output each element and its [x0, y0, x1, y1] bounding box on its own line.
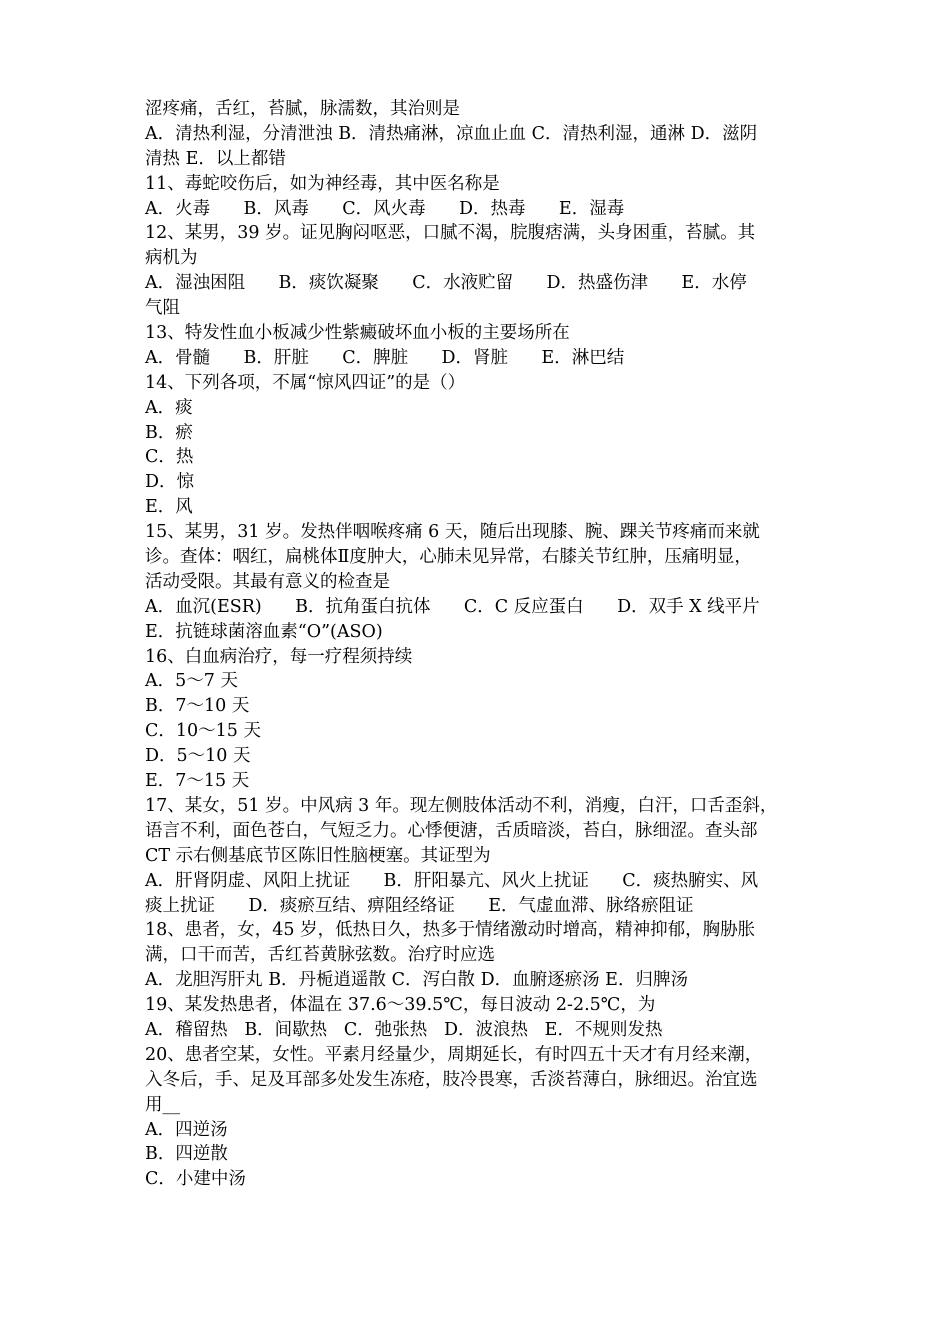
- text-line: 19、某发热患者，体温在 37.6～39.5℃，每日波动 2-2.5℃，为: [145, 995, 656, 1016]
- text-line: C．10～15 天: [145, 721, 261, 742]
- text-line: 气阻: [145, 298, 180, 319]
- text-line: A．痰: [145, 397, 193, 418]
- text-line: E．7～15 天: [145, 771, 250, 792]
- text-line: 痰上扰证 D．痰瘀互结、痹阻经络证 E．气虚血滞、脉络瘀阻证: [145, 895, 694, 916]
- text-line: A．火毒 B．风毒 C．风火毒 D．热毒 E．湿毒: [145, 198, 625, 219]
- text-line: A．湿浊困阻 B．痰饮凝聚 C．水液贮留 D．热盛伤津 E．水停: [145, 273, 747, 294]
- text-line: C．小建中汤: [145, 1169, 246, 1190]
- text-line: 清热 E．以上都错: [145, 148, 286, 169]
- document-page: [145, 97, 825, 1192]
- text-line: B．7～10 天: [145, 696, 250, 717]
- text-line: C．热: [145, 447, 194, 468]
- text-line: 病机为: [145, 248, 198, 269]
- text-line: A．清热利湿，分清泄浊 B．清热痛淋，凉血止血 C．清热利湿，通淋 D．滋阴: [145, 123, 758, 144]
- text-line: D．5～10 天: [145, 746, 251, 767]
- text-line: 满，口干而苦，舌红苔黄脉弦数。治疗时应选: [145, 945, 495, 966]
- text-line: 诊。查体：咽红，扁桃体Ⅱ度肿大，心肺未见异常，右膝关节红肿，压痛明显，: [145, 547, 752, 568]
- text-line: E．风: [145, 497, 193, 518]
- text-line: 11、毒蛇咬伤后，如为神经毒，其中医名称是: [145, 173, 500, 194]
- text-line: 16、白血病治疗，每一疗程须持续: [145, 646, 413, 667]
- text-line: A．龙胆泻肝丸 B．丹栀逍遥散 C．泻白散 D．血腑逐瘀汤 E．归脾汤: [145, 970, 688, 991]
- text-line: 用__: [145, 1094, 180, 1115]
- text-line: B．四逆散: [145, 1144, 228, 1165]
- text-line: 17、某女，51 岁。中风病 3 年。现左侧肢体活动不利，消瘦，白汗，口舌歪斜，: [145, 795, 778, 816]
- text-line: D．惊: [145, 472, 195, 493]
- text-line: 15、某男，31 岁。发热伴咽喉疼痛 6 天，随后出现膝、腕、踝关节疼痛而来就: [145, 522, 760, 543]
- text-line: 涩疼痛，舌红，苔腻，脉濡数，其治则是: [145, 99, 460, 119]
- text-line: 12、某男，39 岁。证见胸闷呕恶，口腻不渴，脘腹痞满，头身困重，苔腻。其: [145, 223, 756, 244]
- text-line: B．瘀: [145, 422, 193, 443]
- text-line: A．血沉(ESR) B．抗角蛋白抗体 C．C 反应蛋白 D．双手 X 线平片: [145, 596, 760, 617]
- text-line: CT 示右侧基底节区陈旧性脑梗塞。其证型为: [145, 845, 491, 866]
- text-line: 语言不利，面色苍白，气短乏力。心悸便溏，舌质暗淡，苔白，脉细涩。查头部: [145, 820, 758, 841]
- text-line: A．骨髓 B．肝脏 C．脾脏 D．肾脏 E．淋巴结: [145, 347, 625, 368]
- text-line: 18、患者，女，45 岁，低热日久，热多于情绪激动时增高，精神抑郁，胸胁胀: [145, 920, 756, 941]
- text-line: A．四逆汤: [145, 1119, 228, 1140]
- text-line: 20、患者空某，女性。平素月经量少，周期延长，有时四五十天才有月经来潮，: [145, 1044, 763, 1065]
- text-line: A．稽留热 B．间歇热 C．弛张热 D．波浪热 E．不规则发热: [145, 1019, 663, 1040]
- text-line: A．肝肾阴虚、风阳上扰证 B．肝阳暴亢、风火上扰证 C．痰热腑实、风: [145, 870, 759, 891]
- text-line: 14、下列各项，不属“惊风四证”的是（）: [145, 372, 466, 393]
- text-line: 活动受限。其最有意义的检查是: [145, 571, 390, 592]
- text-line: E．抗链球菌溶血素“O”(ASO): [145, 621, 383, 642]
- text-line: A．5～7 天: [145, 671, 238, 692]
- text-line: 入冬后，手、足及耳部多处发生冻疮，肢冷畏寒，舌淡苔薄白，脉细迟。治宜选: [145, 1069, 758, 1090]
- text-line: 13、特发性血小板减少性紫癜破坏血小板的主要场所在: [145, 323, 570, 344]
